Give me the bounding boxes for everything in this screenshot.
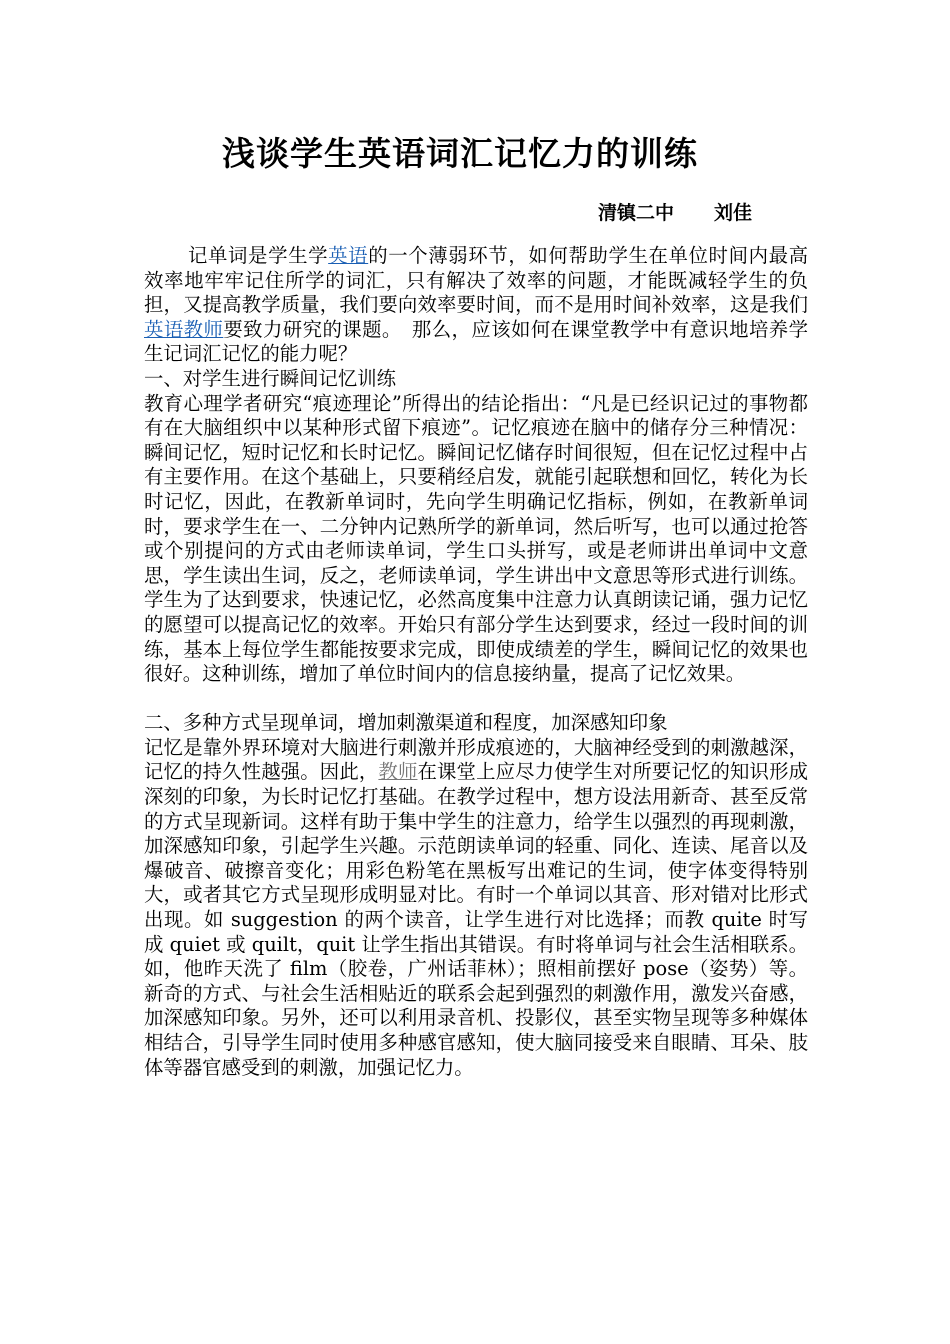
link-english[interactable]: 英语 <box>328 244 369 267</box>
section2-text-2: 在课堂上应尽力使学生对所要记忆的知识形成深刻的印象，为长时记忆打基础。在教学过程中，想方设法用新奇、甚至反常的方式呈现新词。这样有助于集中学生的注意力，给学生以强烈的再现刺激，加深感知印象，引起学生兴趣。示范朗读单词的轻重、同化、连读、尾音以及爆破音、破擦音变化；用彩色粉笔在黑板写出难记的生词，使字体变得特别大，或者其它方式呈现形成明显对比。有时一个单词以其音、形对错对比形式出现。如 suggestion 的两个读音，让学生进行对比选择；而教 quite 时写成 quiet 或 quilt，quit 让学生指出其错误。有时将单词与社会生活相联系。如，他昨天洗了 film（胶卷，广州话菲林）；照相前摆好 pose（姿势）等。新奇的方式、与社会生活相贴近的联系会起到强烈的刺激作用，激发兴奋感，加深感知印象。另外，还可以利用录音机、投影仪，甚至实物呈现等多种媒体相结合，引导学生同时使用多种感官感知，使大脑同接受来自眼睛、耳朵、肢体等器官感受到的刺激，加强记忆力。 <box>144 760 809 1079</box>
intro-text-3: 要致力研究的课题。 那么，应该如何在课堂教学中有意识地培养学生记词汇记忆的能力呢？ <box>144 317 808 366</box>
document-body <box>144 244 808 1080</box>
intro-text-1: 记单词是学生学 <box>188 244 329 267</box>
link-teacher[interactable]: 教师 <box>378 760 418 784</box>
section1-paragraph: 教育心理学者研究“痕迹理论”所得出的结论指出：“凡是已经识记过的事物都有在大脑组织中以某种形式留下痕迹”。记忆痕迹在脑中的储存分三种情况：瞬间记忆，短时记忆和长时记忆。瞬间记忆储存时间很短，但在记忆过程中占有主要作用。在这个基础上，只要稍经启发，就能引起联想和回忆，转化为长时记忆，因此，在教新单词时，先向学生明确记忆指标，例如，在教新单词时，要求学生在一、二分钟内记熟所学的新单词，然后听写，也可以通过抢答或个别提问的方式由老师读单词，学生口头拼写，或是老师讲出单词中文意思，学生读出生词，反之，老师读单词，学生讲出中文意思等形式进行训练。学生为了达到要求，快速记忆，必然高度集中注意力认真朗读记诵，强力记忆的愿望可以提高记忆的效率。开始只有部分学生达到要求，经过一段时间的训练，基本上每位学生都能按要求完成，即使成绩差的学生，瞬间记忆的效果也很好。这种训练，增加了单位时间内的信息接纳量，提高了记忆效果。 <box>144 391 808 686</box>
document-title: 浅谈学生英语词汇记忆力的训练 <box>222 134 698 173</box>
link-english-teacher[interactable]: 英语教师 <box>144 317 224 341</box>
section2-text-1: 记忆是靠外界环境对大脑进行刺激并形成痕迹的，大脑神经受到的刺激越深，记忆的持久性越强。因此， <box>144 735 808 784</box>
section1-heading: 一、对学生进行瞬间记忆训练 <box>144 366 397 390</box>
author-line <box>598 198 752 225</box>
author-school: 清镇二中 <box>598 202 675 224</box>
blank-line <box>144 687 808 712</box>
author-name: 刘佳 <box>714 202 753 224</box>
section2-paragraph <box>144 736 808 1080</box>
intro-text-2: 的一个薄弱环节，如何帮助学生在单位时间内最高效率地牢牢记住所学的词汇，只有解决了效率的问题，才能既减轻学生的负担，又提高教学质量，我们要向效率要时间，而不是用时间补效率，这是我们 <box>144 244 809 317</box>
section2-heading: 二、多种方式呈现单词，增加刺激渠道和程度，加深感知印象 <box>144 711 668 735</box>
intro-paragraph <box>144 244 808 367</box>
